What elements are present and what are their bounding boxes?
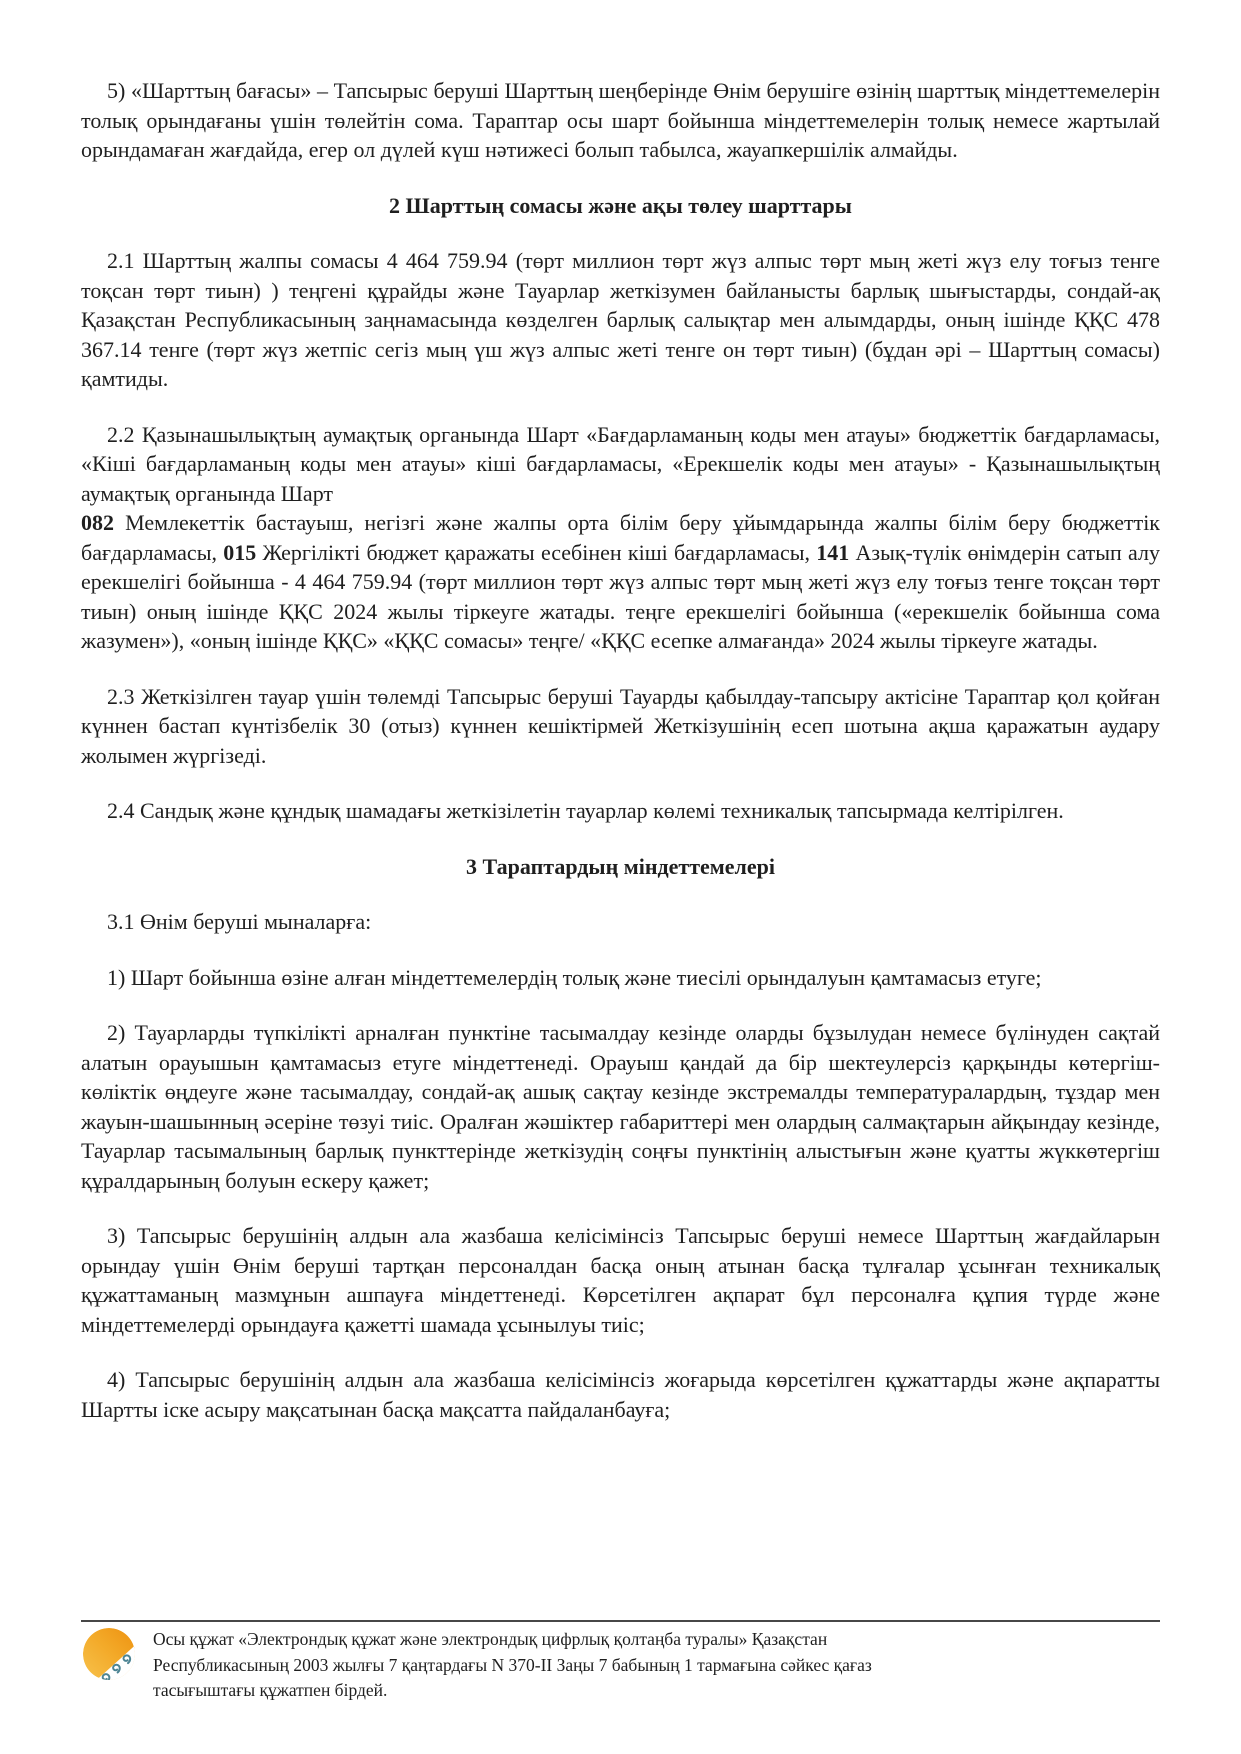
text-run: 2) Тауарларды түпкілікті арналған пунктіне тасымалдау кезінде оларды бұзылудан немесе бүлінуден сақтай алатын орауышын қамтамасыз етуге міндеттенеді. Орауыш қандай да бір шектеулерсіз қарқынды көтергіш-көліктік өңдеуге және тасымалдау, сондай-ақ ашық сақтау кезінде экстремалды температуралардың, тұздар мен жауын-шашынның әсеріне төзуі тиіс. Оралған жәшіктер габариттері мен олардың салмақтарын айқындау кезінде, Тауарлар тасымалының барлық пункттерінде жеткізудің соңғы пунктінің алыстығын және қуатты жүккөтергіш құралдарының болуын ескеру қажет; (81, 1020, 1160, 1193)
paragraph (81, 682, 1160, 771)
document-footer (81, 1620, 1160, 1704)
text-run: 2 Шарттың сомасы және ақы төлеу шарттары (389, 192, 852, 218)
paragraph (81, 907, 1160, 937)
text-run: Жергілікті бюджет қаражаты есебінен кіші бағдарламасы, (256, 539, 817, 565)
text-run: 1) Шарт бойынша өзіне алған міндеттемелердің толық және тиесілі орындалуын қамтамасыз етуге; (107, 964, 1042, 990)
text-run: 082 (81, 510, 114, 535)
text-run: 2.3 Жеткізілген тауар үшін төлемді Тапсырыс беруші Тауарды қабылдау-тапсыру актісіне Тараптар қол қойған күннен бастап күнтізбелік 30 (отыз) күннен кешіктірмей Жеткізушінің есеп шотына ақша қаражатын аудару жолымен жүргізеді. (81, 683, 1160, 768)
text-run: 3 Тараптардың міндеттемелері (466, 853, 775, 879)
text-run: 2.1 Шарттың жалпы сомасы 4 464 759.94 (төрт миллион төрт жүз алпыс төрт мың жеті жүз елу тоғыз тенге тоқсан төрт тиын) ) теңгені құрайды және Тауарлар жеткізумен байланысты барлық шығыстарды, сондай-ақ Қазақстан Республикасының заңнамасында көзделген барлық салықтар мен алымдарды, оның ішінде ҚҚС 478 367.14 тенге (төрт жүз жетпіс сегіз мың үш жүз алпыс жеті тенге он төрт тиын) (бұдан әрі – Шарттың сомасы) қамтиды. (81, 248, 1160, 391)
text-run: 3.1 Өнім беруші мыналарға: (107, 909, 372, 934)
section-heading (81, 852, 1160, 882)
paragraph (81, 1365, 1160, 1424)
text-run: 2.2 Қазынашылықтың аумақтық органында Шарт «Бағдарламаның коды мен атауы» бюджеттік бағдарламасы, «Кіші бағдарламаның коды мен атауы» кіші бағдарламасы, «Ерекшелік коды мен атауы» - Қазынашылықтың аумақтық органында Шарт (81, 421, 1160, 506)
text-run: Азық-түлік өнімдерін сатып алу ерекшелігі бойынша - 4 464 759.94 (төрт миллион төрт жүз алпыс төрт мың жеті жүз елу тоғыз тенге тоқсан төрт тиын) оның ішінде ҚҚС 2024 жылы тіркеуге жатады. теңге ерекшелігі бойынша («ерекшелік бойынша сома жазумен»), «оның ішінде ҚҚС» «ҚҚС сомасы» теңге/ «ҚҚС есепке алмағанда» 2024 жылы тіркеуге жатады. (81, 539, 1160, 653)
footer-legal-text: Осы құжат «Электрондық құжат және электрондық цифрлық қолтаңба туралы» Қазақстан Республикасының 2003 жылғы 7 қаңтардағы N 370-II Заңы 7 бабының 1 тармағына сәйкес қағаз тасығыштағы құжатпен бірдей. (153, 1629, 872, 1700)
paragraph (81, 963, 1160, 993)
text-run: 5) «Шарттың бағасы» – Тапсырыс беруші Шарттың шеңберінде Өнім берушіге өзінің шарттық міндеттемелерін толық орындағаны үшін төлейтін сома. Тараптар осы шарт бойынша міндеттемелерін толық немесе жартылай орындамаған жағдайда, егер ол дүлей күш нәтижесі болып табылса, жауапкершілік алмайды. (81, 78, 1160, 162)
text-run: 141 (816, 539, 850, 565)
text-run: 3) Тапсырыс берушінің алдын ала жазбаша келісімінсіз Тапсырыс беруші немесе Шарттың жағдайларын орындау үшін Өнім беруші тартқан персоналдан басқа оның атынан басқа тұлғалар ұсынған техникалық құжаттаманың мазмұнын ашпауға міндеттенеді. Көрсетілген ақпарат бұл персоналға құпия түрде және міндеттемелерді орындауға қажетті шамада ұсынылуы тиіс; (81, 1223, 1160, 1337)
paragraph (81, 420, 1160, 656)
section-heading (81, 191, 1160, 221)
paragraph (81, 796, 1160, 826)
document-body (81, 76, 1160, 1450)
paragraph (81, 76, 1160, 165)
paragraph (81, 1221, 1160, 1339)
text-run: 2.4 Сандық және құндық шамадағы жеткізілетін тауарлар көлемі техникалық тапсырмада келтірілген. (107, 798, 1064, 823)
egov-stamp-icon (81, 1627, 137, 1683)
paragraph (81, 1018, 1160, 1195)
text-run: 4) Тапсырыс берушінің алдын ала жазбаша келісімінсіз жоғарыда көрсетілген құжаттарды және ақпаратты Шартты іске асыру мақсатынан басқа мақсатта пайдаланбауға; (81, 1367, 1160, 1422)
paragraph (81, 246, 1160, 394)
text-run: 015 (223, 539, 257, 565)
text-run: Мемлекеттік бастауыш, негізгі және жалпы орта білім беру ұйымдарында жалпы білім беру бюджеттік бағдарламасы, (81, 510, 1160, 565)
